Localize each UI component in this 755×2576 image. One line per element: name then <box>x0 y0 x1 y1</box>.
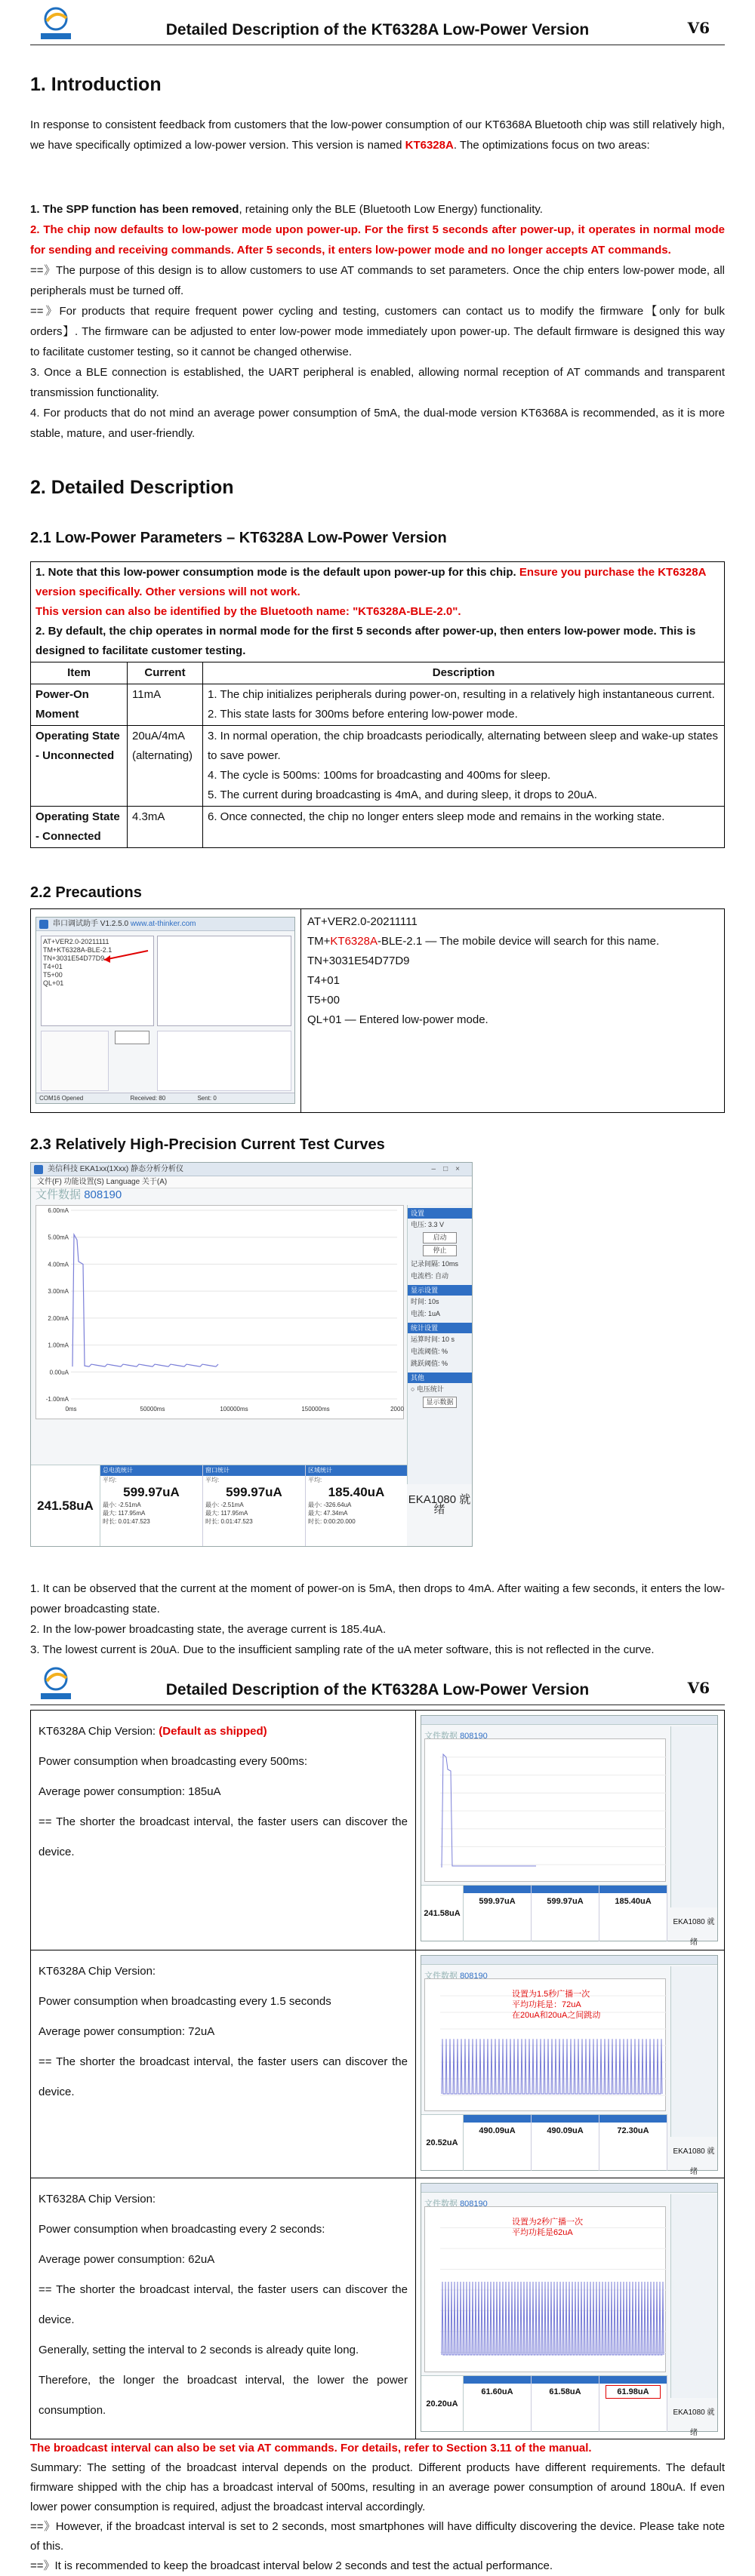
y-tick-label: 6.00mA <box>48 1207 69 1214</box>
log-line: AT+VER2.0-20211111 <box>43 938 109 945</box>
mini-avg-value: 490.09uA <box>547 2126 584 2135</box>
mini-file-label: 文件数据 808190 <box>424 2199 488 2209</box>
chip-shot-cell <box>416 1711 725 1950</box>
notice-2: 2. By default, the chip operates in normal mode for the first 5 seconds after power-up, then enters low-power mode. This is designed to facilitate customer testing. <box>35 625 696 657</box>
mini-annotation: 设置为1.5秒广播一次 平均功耗是：72uA 在20uA和20uA之间跳动 <box>512 1990 601 2020</box>
mini-device-status: EKA1080 就绪 <box>673 2147 715 2176</box>
x-tick-label: 100000ms <box>220 1406 248 1412</box>
meter-titlebar: 美信科技 EKA1xx(1Xxx) 静态分析分析仪 –□× <box>31 1163 472 1176</box>
mini-current-curve <box>424 1738 666 1882</box>
meter-sidebar: 设置 电压: 3.3 V 启动 停止 记录间隔: 10ms 电流档: 自动 显示设置 时间: 10s 电流: 1uA 统计设置 运算时间: 10 s 电流阈值: % 跳跃阈值: % 其他 ○ 电压统计 显示数据 <box>407 1205 472 1484</box>
chip-line: Average power consumption: 72uA <box>39 2025 215 2038</box>
avg-label: 平均: <box>103 1477 117 1483</box>
intro-item1-bold: 1. The SPP function has been removed <box>30 203 239 216</box>
page-header-2 <box>30 1660 725 1705</box>
prec-line-5: T5+00 <box>307 994 340 1007</box>
mini-stat-col <box>464 1886 532 1941</box>
mini-stat-col <box>532 2115 599 2171</box>
mini-stat-col <box>532 1886 599 1941</box>
avg-value-3: 185.40uA <box>328 1485 385 1499</box>
mini-stat-col <box>599 1886 667 1941</box>
desc-line: 4. The cycle is 500ms: 100ms for broadcasting and 400ms for sleep. <box>208 769 551 782</box>
open-port-button[interactable] <box>115 1031 149 1044</box>
chip-title: KT6328A Chip Version: <box>39 2193 156 2206</box>
observations <box>30 1578 725 1660</box>
x-tick-label: 2000 <box>390 1406 404 1412</box>
mini-stat-col <box>532 2376 599 2432</box>
desc-line: 1. The chip initializes peripherals during power-on, resulting in a relatively high instantaneous current. <box>208 688 715 701</box>
row-current: 20uA/4mA (alternating) <box>128 726 203 807</box>
header-title: Detailed Description of the KT6328A Low-Power Version <box>165 1681 590 1698</box>
mini-avg-value: 72.30uA <box>617 2126 649 2135</box>
chip-shot-cell <box>416 1950 725 2178</box>
chip-version-table <box>30 1710 725 2439</box>
stat-col-2: 窗口统计 平均: 599.97uA 最小: -2.51mA 最大: 117.95mA 时长: 0.01:47.523 <box>203 1465 306 1546</box>
table-header-row <box>31 662 725 684</box>
desc-line: 6. Once connected, the chip no longer enters sleep mode and remains in the working state. <box>208 810 665 823</box>
serial-tool-cell <box>31 909 301 1113</box>
intro-text-a: In response to consistent feedback from customers that the low-power consumption of our KT6368A Bluetooth chip was still relatively high, we have specifically optimized a low-power version. This version is named <box>30 118 725 152</box>
y-tick-label: 1.00mA <box>48 1342 69 1349</box>
serial-tool-titlebar <box>36 918 294 931</box>
notice-red-2: This version can also be identified by the Bluetooth name: "KT6328A-BLE-2.0". <box>35 605 461 618</box>
intro-list <box>30 199 725 444</box>
table-row <box>31 726 725 807</box>
mini-trace <box>442 2282 664 2355</box>
intro-paragraph <box>30 115 725 155</box>
chip-line: Generally, setting the interval to 2 seconds is already quite long. <box>39 2344 359 2356</box>
mini-current-value: 20.52uA <box>421 2115 464 2171</box>
chip-screenshot <box>421 2183 718 2437</box>
current-value: 241.58uA <box>31 1465 100 1546</box>
intro-item3: 3. Once a BLE connection is established, the UART peripheral is enabled, allowing normal reception of AT commands and transparent transmission functionality. <box>30 366 725 399</box>
avg-value-1: 599.97uA <box>123 1485 180 1499</box>
export-button[interactable]: 显示数据 <box>423 1397 457 1408</box>
summary-1: Summary: The setting of the broadcast interval depends on the product. Different products have different requirements. The default firmware shipped with the chip has a broadcast interval of 500ms, resulting in an average power consumption of around 180uA. If even lower power consumption is required, adjust the broadcast interval accordingly. <box>30 2461 725 2513</box>
mini-avg-value: 61.58uA <box>549 2387 581 2396</box>
col-description: Description <box>203 662 725 684</box>
y-tick-label: 4.00mA <box>48 1261 69 1268</box>
mini-sidebar <box>670 1966 717 2137</box>
prec-line-2: TM+KT6328A-BLE-2.1 — The mobile device will search for this name. <box>307 935 660 948</box>
col-current: Current <box>128 662 203 684</box>
mini-stats <box>421 1885 667 1941</box>
stop-button[interactable]: 停止 <box>423 1245 457 1256</box>
precautions-table <box>30 908 725 1113</box>
summary-red: The broadcast interval can also be set via AT commands. For details, refer to Section 3.11 of the manual. <box>30 2442 592 2455</box>
mini-titlebar <box>421 2184 717 2193</box>
chip-line: == The shorter the broadcast interval, the faster users can discover the device. <box>39 1815 408 1858</box>
red-arrow-icon <box>97 946 149 969</box>
mini-device-status: EKA1080 就绪 <box>673 1918 715 1947</box>
mini-current-value: 20.20uA <box>421 2376 464 2432</box>
log-line: TN+3031E54D77D9 <box>43 954 105 962</box>
chip-row <box>31 1950 725 2178</box>
serial-tool-screenshot <box>35 917 295 1104</box>
x-tick-label: 50000ms <box>140 1406 165 1412</box>
chip-title: KT6328A Chip Version: <box>39 1965 156 1978</box>
mini-file-label: 文件数据 808190 <box>424 1972 488 1981</box>
chip-row <box>31 1711 725 1950</box>
header-version: V6 <box>687 1679 710 1697</box>
intro-item2: 2. The chip now defaults to low-power mode upon power-up. For the first 5 seconds after power-up, it operates in normal mode for sending and receiving commands. After 5 seconds, it enters low-power mode and no longer accepts AT commands. <box>30 223 725 257</box>
history-panel[interactable] <box>157 936 291 1026</box>
desc-line: 3. In normal operation, the chip broadcasts periodically, alternating between sleep and wake-up states to save power. <box>208 730 718 762</box>
chip-row <box>31 2178 725 2439</box>
mini-stats <box>421 2114 667 2170</box>
status-received: Received: 80 <box>130 1095 166 1102</box>
current-plot <box>35 1205 404 1419</box>
log-line: T4+01 <box>43 963 63 970</box>
serial-tool-url: www.at-thinker.com <box>130 920 196 928</box>
section-2-1-heading: 2.1 Low-Power Parameters – KT6328A Low-Power Version <box>30 530 447 546</box>
row-item: Operating State - Unconnected <box>31 726 128 807</box>
notice-bold: 1. Note that this low-power consumption mode is the default upon power-up for this chip. <box>35 566 519 579</box>
current-curve <box>36 1206 403 1419</box>
log-line: T5+00 <box>43 971 63 979</box>
mini-avg-value: 599.97uA <box>547 1897 584 1906</box>
row-item: Power-On Moment <box>31 684 128 726</box>
mini-avg-value: 490.09uA <box>479 2126 516 2135</box>
mini-avg-value: 599.97uA <box>479 1897 516 1906</box>
intro-item4: 4. For products that do not mind an average power consumption of 5mA, the dual-mode version KT6368A is recommended, as it is more stable, mature, and user-friendly. <box>30 407 725 440</box>
chip-line: Power consumption when broadcasting every 500ms: <box>39 1755 308 1768</box>
chip-line: Average power consumption: 185uA <box>39 1785 221 1798</box>
intro-chip-name: KT6328A <box>405 139 454 152</box>
mini-avg-value: 61.60uA <box>481 2387 513 2396</box>
mini-device-status: EKA1080 就绪 <box>673 2408 715 2437</box>
desc-line: 5. The current during broadcasting is 4mA, and during sleep, it drops to 20uA. <box>208 788 597 801</box>
chip-text-cell <box>31 1711 416 1950</box>
observation-1: 1. It can be observed that the current at the moment of power-on is 5mA, then drops to 4mA. After waiting a few seconds, it enters the low-power broadcasting state. <box>30 1582 725 1615</box>
status-port: COM16 Opened <box>39 1095 84 1102</box>
y-tick-label: -1.00mA <box>45 1396 69 1403</box>
chip-line: Power consumption when broadcasting every 1.5 seconds <box>39 1995 331 2008</box>
desc-line: 2. This state lasts for 300ms before entering low-power mode. <box>208 708 518 721</box>
mini-stat-col <box>599 2115 667 2171</box>
stat-col-1: 总电流统计 平均: 599.97uA 最小: -2.51mA 最大: 117.95mA 时长: 0.01:47.523 <box>100 1465 203 1546</box>
chip-screenshot <box>421 1955 718 2176</box>
observation-2: 2. In the low-power broadcasting state, the average current is 185.4uA. <box>30 1623 387 1636</box>
current-meter-screenshot <box>30 1162 473 1547</box>
serial-statusbar <box>36 1093 294 1103</box>
row-current: 11mA <box>128 684 203 726</box>
mini-stat-col <box>599 2376 667 2432</box>
table-row <box>31 684 725 726</box>
summary-3: ==》It is recommended to keep the broadcast interval below 2 seconds and test the actual performance. <box>30 2559 553 2572</box>
mini-file-label: 文件数据 808190 <box>424 1732 488 1741</box>
stat-col-3: 区域统计 平均: 185.40uA 最小: -326.64uA 最大: 47.34mA 时长: 0:00:20.000 <box>306 1465 407 1546</box>
current-trace <box>72 1234 218 1366</box>
row-current: 4.3mA <box>128 807 203 848</box>
mini-annotation: 设置为2秒广播一次 平均功耗是62uA <box>512 2218 584 2237</box>
section-2-3-heading: 2.3 Relatively High-Precision Current Test Curves <box>30 1136 385 1153</box>
status-sent: Sent: 0 <box>197 1095 217 1102</box>
device-status: EKA1080 就绪 <box>408 1493 471 1516</box>
file-label: 文件数据 808190 <box>35 1188 122 1201</box>
intro-text-b: . The optimizations focus on two areas: <box>453 139 650 152</box>
chip-text-cell <box>31 2178 416 2439</box>
precaution-lines <box>301 909 725 1113</box>
summary <box>30 2439 725 2576</box>
intro-item1-rest: , retaining only the BLE (Bluetooth Low Energy) functionality. <box>239 203 543 216</box>
meter-stats <box>31 1465 407 1546</box>
chip-screenshot <box>421 1715 718 1947</box>
mini-stat-col <box>464 2115 532 2171</box>
detail-heading: 2. Detailed Description <box>30 477 234 498</box>
chip-text-cell <box>31 1950 416 2178</box>
mini-sidebar <box>670 1726 717 1907</box>
y-tick-label: 0.00uA <box>49 1369 69 1376</box>
observation-3: 3. The lowest current is 20uA. Due to the insufficient sampling rate of the uA meter software, this is not reflected in the curve. <box>30 1643 655 1656</box>
chip-line: Average power consumption: 62uA <box>39 2253 215 2266</box>
intro-note1: ==》The purpose of this design is to allow customers to use AT commands to set parameters. Once the chip enters low-power mode, all peripherals must be turned off. <box>30 264 725 297</box>
row-desc <box>203 684 725 726</box>
mini-avg-value: 61.98uA <box>606 2385 661 2399</box>
mini-stats <box>421 2375 667 2431</box>
mini-current-value: 241.58uA <box>421 1886 464 1941</box>
prec-line-3: TN+3031E54D77D9 <box>307 954 410 967</box>
meter-window-title: 美信科技 EKA1xx(1Xxx) 静态分析分析仪 <box>48 1165 184 1173</box>
mini-titlebar <box>421 1956 717 1965</box>
table-row <box>31 807 725 848</box>
intro-note2: ==》For products that require frequent power cycling and testing, customers can contact us to modify the firmware【only for bulk orders】. The firmware can be adjusted to enter low-power mode immediately upon power-up. The default firmware is designed this way to facilitate customer testing, so it cannot be changed otherwise. <box>30 305 725 358</box>
port-settings[interactable] <box>41 1031 109 1091</box>
mini-sidebar <box>670 2194 717 2398</box>
x-tick-label: 150000ms <box>301 1406 330 1412</box>
notice-red-1: Ensure you purchase the KT6328A version specifically. Other versions will not work. <box>35 566 706 598</box>
summary-2: ==》However, if the broadcast interval is set to 2 seconds, most smartphones will have difficulty discovering the device. Please take note of this. <box>30 2520 725 2553</box>
y-tick-label: 5.00mA <box>48 1234 69 1241</box>
prec-line-1: AT+VER2.0-20211111 <box>307 915 418 928</box>
row-item: Operating State - Connected <box>31 807 128 848</box>
mini-titlebar <box>421 1716 717 1725</box>
start-button[interactable]: 启动 <box>423 1232 457 1243</box>
params-block <box>30 561 725 848</box>
mini-stat-col <box>464 2376 532 2432</box>
meter-menu[interactable]: 文件(F) 功能设置(S) Language 关于(A) <box>31 1176 472 1188</box>
row-desc <box>203 807 725 848</box>
log-line: TM+KT6328A-BLE-2.1 <box>43 946 112 954</box>
header-version: V6 <box>687 19 710 37</box>
send-panel[interactable] <box>157 1031 291 1091</box>
avg-label: 平均: <box>308 1477 322 1483</box>
page-header <box>30 0 725 45</box>
mini-avg-value: 185.40uA <box>615 1897 652 1906</box>
mini-trace <box>442 2039 662 2094</box>
prec-line-6: QL+01 — Entered low-power mode. <box>307 1013 488 1026</box>
prec-line-4: T4+01 <box>307 974 340 987</box>
params-notice <box>31 562 725 662</box>
log-line: QL+01 <box>43 979 64 987</box>
row-desc <box>203 726 725 807</box>
avg-value-2: 599.97uA <box>226 1485 282 1499</box>
chip-line: == The shorter the broadcast interval, the faster users can discover the device. <box>39 2055 408 2098</box>
x-tick-label: 0ms <box>65 1406 77 1412</box>
chip-line: == The shorter the broadcast interval, the faster users can discover the device. <box>39 2283 408 2326</box>
chip-shot-cell <box>416 2178 725 2439</box>
intro-heading: 1. Introduction <box>30 74 162 95</box>
serial-tool-title: 串口调试助手 V1.2.5.0 <box>53 920 129 928</box>
col-item: Item <box>31 662 128 684</box>
chip-title: KT6328A Chip Version: (Default as shipped) <box>39 1725 267 1738</box>
y-tick-label: 3.00mA <box>48 1288 69 1296</box>
section-2-2-heading: 2.2 Precautions <box>30 884 142 901</box>
y-tick-label: 2.00mA <box>48 1314 69 1322</box>
chip-line: Therefore, the longer the broadcast interval, the lower the power consumption. <box>39 2374 408 2417</box>
header-title: Detailed Description of the KT6328A Low-Power Version <box>165 21 590 38</box>
avg-label: 平均: <box>205 1477 220 1483</box>
chip-line: Power consumption when broadcasting every 2 seconds: <box>39 2223 325 2236</box>
params-table <box>30 561 725 848</box>
